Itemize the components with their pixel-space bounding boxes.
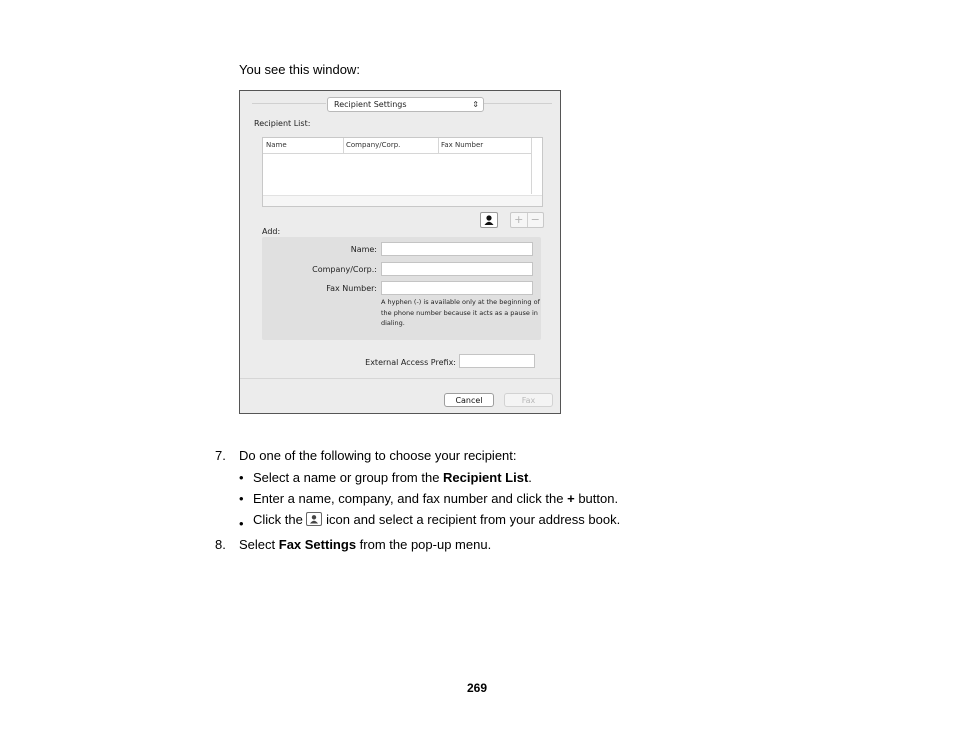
external-access-prefix-label: External Access Prefix: bbox=[365, 358, 456, 367]
fax-number-label: Fax Number: bbox=[326, 284, 377, 293]
add-remove-buttons bbox=[510, 212, 544, 228]
address-book-icon bbox=[306, 512, 322, 526]
fax-number-field[interactable] bbox=[381, 281, 533, 295]
add-label: Add: bbox=[262, 227, 281, 236]
company-field[interactable] bbox=[381, 262, 533, 276]
recipient-settings-popup[interactable] bbox=[327, 97, 484, 112]
plus-term: + bbox=[567, 491, 575, 506]
fax-button[interactable]: Fax bbox=[504, 393, 553, 407]
recipient-settings-dialog bbox=[239, 90, 561, 414]
recipient-list-label: Recipient List: bbox=[254, 119, 311, 128]
page-number: 269 bbox=[466, 681, 488, 695]
step-8-text bbox=[239, 537, 491, 552]
bullet-enter-name bbox=[253, 491, 618, 506]
bullet-2-pre: Enter a name, company, and fax number and click the bbox=[253, 491, 568, 506]
add-recipient-button[interactable]: + bbox=[514, 213, 524, 226]
external-access-prefix-field[interactable] bbox=[459, 354, 535, 368]
hyphen-hint-text: A hyphen (-) is available only at the beginning of the phone number because it acts as a pause in dialing. bbox=[381, 298, 540, 327]
bullet-dot: • bbox=[239, 491, 244, 506]
table-footer bbox=[263, 195, 542, 206]
name-label: Name: bbox=[350, 245, 377, 254]
step-8-post: from the pop-up menu. bbox=[356, 537, 492, 552]
step-7-number: 7. bbox=[215, 448, 226, 463]
column-header-company[interactable]: Company/Corp. bbox=[346, 141, 401, 149]
step-8-pre: Select bbox=[239, 537, 279, 552]
bullet-dot: • bbox=[239, 516, 244, 531]
recipient-list-term: Recipient List bbox=[443, 470, 529, 485]
cancel-button[interactable]: Cancel bbox=[444, 393, 494, 407]
up-down-chevron-icon: ⇕ bbox=[472, 100, 479, 109]
bullet-3-pre: Click the bbox=[253, 512, 307, 527]
bullet-2-post: button. bbox=[574, 491, 619, 506]
recipient-list-table[interactable] bbox=[262, 137, 543, 207]
bullet-address-book bbox=[253, 512, 620, 527]
name-field[interactable] bbox=[381, 242, 533, 256]
step-8-number: 8. bbox=[215, 537, 226, 552]
bullet-1-pre: Select a name or group from the bbox=[253, 470, 444, 485]
bullet-dot: • bbox=[239, 470, 244, 485]
company-label: Company/Corp.: bbox=[312, 265, 377, 274]
remove-recipient-button[interactable]: − bbox=[527, 213, 544, 227]
bullet-recipient-list bbox=[253, 470, 532, 485]
column-header-name[interactable]: Name bbox=[266, 141, 287, 149]
table-header bbox=[263, 138, 531, 154]
bullet-1-post: . bbox=[528, 470, 532, 485]
bullet-3-post: icon and select a recipient from your address book. bbox=[322, 512, 621, 527]
address-book-button[interactable] bbox=[480, 212, 498, 228]
popup-label: Recipient Settings bbox=[334, 100, 407, 109]
intro-text: You see this window: bbox=[239, 62, 360, 77]
step-7-text: Do one of the following to choose your recipient: bbox=[239, 448, 517, 463]
column-header-fax-number[interactable]: Fax Number bbox=[441, 141, 484, 149]
person-icon bbox=[481, 213, 497, 227]
fax-settings-term: Fax Settings bbox=[278, 537, 357, 552]
table-scrollbar[interactable] bbox=[531, 138, 542, 194]
